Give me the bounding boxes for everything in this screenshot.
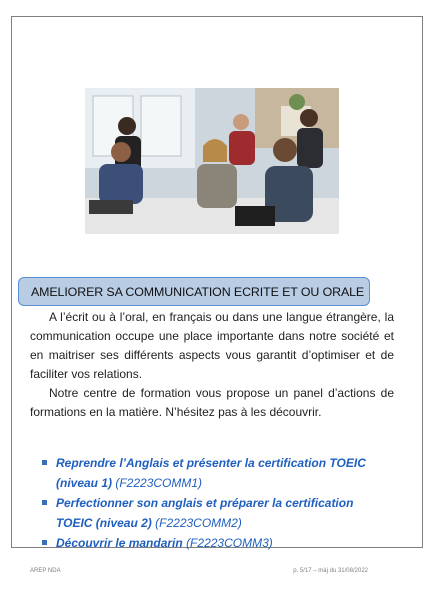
section-title-banner xyxy=(18,277,370,306)
course-title: Reprendre l’Anglais et présenter la certification TOEIC (niveau 1) xyxy=(56,456,366,490)
course-code: (F2223COMM1) xyxy=(115,476,203,490)
course-code: (F2223COMM2) xyxy=(155,516,242,530)
square-bullet-icon xyxy=(42,460,47,465)
course-item[interactable] xyxy=(40,493,390,533)
course-item[interactable] xyxy=(40,453,390,493)
square-bullet-icon xyxy=(42,500,47,505)
section-title: AMELIORER SA COMMUNICATION ECRITE ET OU ORALE xyxy=(31,284,365,299)
meeting-photo xyxy=(85,88,339,234)
intro-paragraph-1: A l’écrit ou à l’oral, en français ou dans une langue étrangère, la communication occupe une place importante dans notre société et en maitriser ses différents aspects vous garantit d’optimiser et de faciliter vos relations. xyxy=(30,310,394,381)
footer-page-info: p. 5/17 – màj du 31/08/2022 xyxy=(293,568,368,574)
intro-text xyxy=(30,308,394,422)
course-item[interactable] xyxy=(40,533,390,553)
square-bullet-icon xyxy=(42,540,47,545)
footer-organization: AREP NDA xyxy=(30,568,61,574)
course-title: Perfectionner son anglais et préparer la certification TOEIC (niveau 2) xyxy=(56,496,354,530)
course-list xyxy=(40,453,390,553)
course-code: (F2223COMM3) xyxy=(186,536,273,550)
course-title: Découvrir le mandarin xyxy=(56,536,183,550)
intro-paragraph-2: Notre centre de formation vous propose un panel d’actions de formations en la matière. N’hésitez pas à les découvrir. xyxy=(30,386,394,419)
